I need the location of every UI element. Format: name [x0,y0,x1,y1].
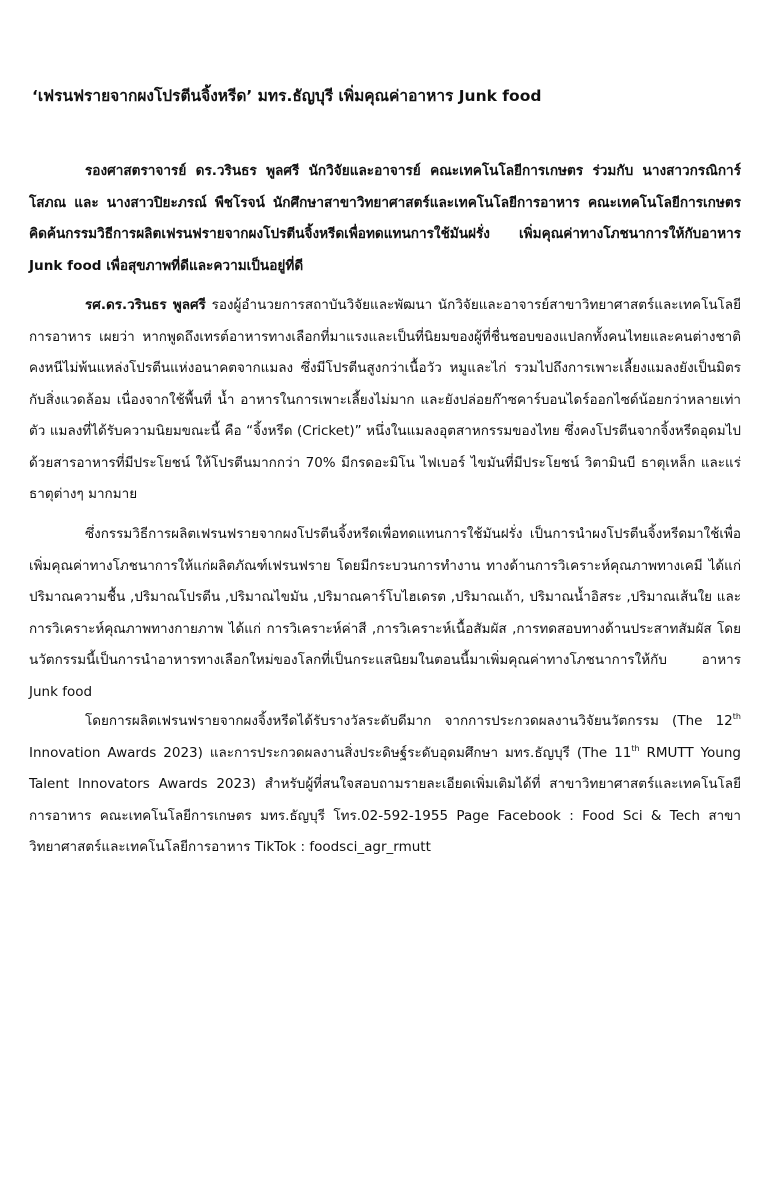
awards-text-part-1: โดยการผลิตเฟรนฟรายจากผงจิ้งหรีดได้รับรางวัลระดับดีมาก จากการประกวดผลงานวิจัยนวัตกรรม (The 12 [85,713,733,729]
awards-text-part-2: Innovation Awards 2023) และการประกวดผลงานสิ่งประดิษฐ์ระดับอุดมศึกษา มทร.ธัญบุรี (The 11 [29,744,632,761]
ordinal-suffix: th [732,712,741,721]
body-paragraph-2: ซึ่งกรรมวิธีการผลิตเฟรนฟรายจากผงโปรตีนจิ้งหรีดเพื่อทดแทนการใช้มันฝรั่ง เป็นการนำผงโปรตีนจิ้งหรีดมาใช้เพื่อเพิ่มคุณค่าทางโภชนาการให้แก่ผลิตภัณฑ์เฟรนฟราย โดยมีกระบวนการทำงาน ทางด้านการวิเคราะห์คุณภาพทางเคมี ได้แก่ ปริมาณความชื้น ,ปริมาณโปรตีน ,ปริมาณไขมัน ,ปริมาณคาร์โบไฮเดรต ,ปริมาณเถ้า, ปริมาณน้ำอิสระ ,ปริมาณเส้นใย และ การวิเคราะห์คุณภาพทางกายภาพ ได้แก่ การวิเคราะห์ค่าสี ,การวิเคราะห์เนื้อสัมผัส ,การทดสอบทางด้านประสาทสัมผัส โดยนวัตกรรมนี้เป็นการนำอาหารทางเลือกใหม่ของโลกที่เป็นกระแสนิยมในตอนนี้มาเพิ่มคุณค่าทางโภชนาการให้กับ อาหาร Junk food [29,526,741,700]
body-paragraph-1 [29,290,741,511]
paragraph-lead-name: รศ.ดร.วรินธร พูลศรี [85,297,206,313]
article-title: ‘เฟรนฟรายจากผงโปรตีนจิ้งหรีด’ มทร.ธัญบุรี เพิ่มคุณค่าอาหาร Junk food [32,87,542,105]
body-paragraph-3 [29,706,741,864]
intro-paragraph: รองศาสตราจารย์ ดร.วรินธร พูลศรี นักวิจัยและอาจารย์ คณะเทคโนโลยีการเกษตร ร่วมกับ นางสาวกรณิการ์ โสภณ และ นางสาวปิยะภรณ์ พืชโรจน์ นักศึกษาสาขาวิทยาศาสตร์และเทคโนโลยีการอาหาร คณะเทคโนโลยีการเกษตร คิดค้นกรรมวิธีการผลิตเฟรนฟรายจากผงโปรตีนจิ้งหรีดเพื่อทดแทนการใช้มันฝรั่ง เพิ่มคุณค่าทางโภชนาการให้กับอาหาร Junk food เพื่อสุขภาพที่ดีและความเป็นอยู่ที่ดี [29,163,741,274]
contact-text: RMUTT Young Talent Innovators Awards 2023) สำหรับผู้ที่สนใจสอบถามรายละเอียดเพิ่มเติมได้ที่ สาขาวิทยาศาสตร์และเทคโนโลยีการอาหาร คณะเทคโนโลยีการเกษตร มทร.ธัญบุรี โทร.02-592-1955 Page Facebook : Food Sci & Tech สาขาวิทยาศาสตร์และเทคโนโลยีการอาหาร TikTok : foodsci_agr_rmutt [29,744,741,855]
ordinal-suffix: th [631,743,640,753]
paragraph-body-text: รองผู้อำนวยการสถาบันวิจัยและพัฒนา นักวิจัยและอาจารย์สาขาวิทยาศาสตร์และเทคโนโลยีการอาหาร เผยว่า หากพูดถึงเทรต์อาหารทางเลือกที่มาแรงและเป็นที่นิยมของผู้ที่ชื่นชอบของแปลกทั้งคนไทยและคนต่างชาติ คงหนีไม่พ้นแหล่งโปรตีนแห่งอนาคตจากแมลง ซึ่งมีโปรตีนสูงกว่าเนื้อวัว หมูและไก่ รวมไปถึงการเพาะเลี้ยงแมลงยังเป็นมิตรกับสิ่งแวดล้อม เนื่องจากใช้พื้นที่ น้ำ อาหารในการเพาะเลี้ยงไม่มาก และยังปล่อยก๊าซคาร์บอนไดร์ออกไซด์น้อยกว่าหลายเท่าตัว แมลงที่ได้รับความนิยมขณะนี้ คือ “จิ้งหรีด (Cricket)” หนึ่งในแมลงอุตสาหกรรมของไทย ซึ่งคงโปรตีนจากจิ้งหรีดอุดมไปด้วยสารอาหารที่มีประโยชน์ ให้โปรตีนมากกว่า 70% มีกรดอะมิโน ไฟเบอร์ ไขมันที่มีประโยชน์ วิตามินบี ธาตุเหล็ก และแร่ธาตุต่างๆ มากมาย [29,297,741,502]
